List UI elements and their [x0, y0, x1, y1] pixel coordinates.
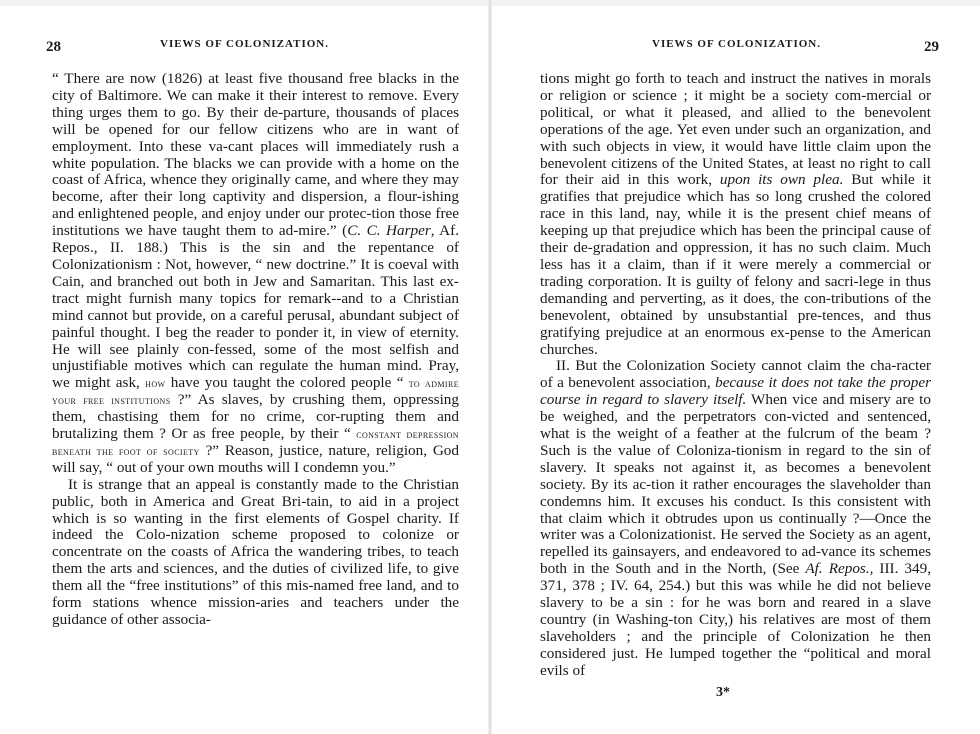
italic-text: Af. Repos. — [805, 560, 870, 578]
small-caps-text: to admire your free institutions — [52, 376, 459, 408]
italic-text: because it does not take the proper course in regard to slavery itself. — [540, 374, 931, 409]
paragraph — [540, 71, 931, 358]
small-caps-text: constant depression beneath the foot of society — [52, 427, 459, 458]
text-run: It is strange that an appeal is constantly made to the Christian public, both in America and Great Bri-tain, to aid in a project which is so wanting in the first elements of Gospel charity. If indeed the Colo-nization scheme proposed to colonize or concentrate on the coasts of Africa the wandering tribes, to teach them the arts and sciences, and the duties of civilized life, to give them all the “free institutions” of this mis-named free land, and to form stations whence mission-aries and teachers under the guidance of other associa- — [52, 475, 459, 628]
paragraph — [52, 477, 459, 629]
text-run: ?” Reason, justice, nature, religion, God will say, “ out of your own mouths will I condemn you.” — [52, 441, 459, 476]
text-run: But while it gratifies that prejudice which has so long crushed the colored race in this land, nay, while it is the present chief means of keeping up that prejudice which has been the principal cause of their de-gradation and oppression, it has no such claim. Much less has it a claim, than if it were merely a commercial or trading corporation. It is guilty of felony and sacri-lege in thus demanding and perverting, as it does, the con-tributions of the benevolent, obtained by unsubstantial pre-tences, and thus gratifying prejudice at an enormous ex-pense to the American churches. — [540, 171, 931, 358]
paragraph — [52, 71, 459, 477]
text-run: II. But the Colonization Society cannot claim the cha-racter of a benevolent association, — [540, 357, 931, 392]
left-body-text — [52, 71, 459, 629]
right-running-head: VIEWS OF COLONIZATION. — [652, 38, 821, 50]
text-run: have you taught the colored people “ — [165, 374, 409, 392]
small-caps-text: how — [145, 376, 166, 391]
text-run: ?” As slaves, by crushing them, oppressing them, chastising them for no crime, cor-rupting them and brutalizing them ? Or as free people, by their “ — [52, 391, 459, 443]
text-run: , Af. Repos., II. 188.) This is the sin and the repentance of Colonizationism : Not, however, “ new doctrine.” It is coeval with Cain, and branched out both in Jew and Samaritan. This last ex-tract might furnish many topics for remark--and to a Christian mind cannot but provide, on a careful perusal, abundant subject of painful thought. I beg the reader to ponder it, in view of eternity. He will see plainly con-fessed, some of the most selfish and unjustifiable motives which can regulate the human mind. Pray, we might ask, — [52, 222, 459, 392]
text-run: , III. 349, 371, 378 ; IV. 64, 254.) but this was while he did not believe slavery to be a sin : for he was born and reared in a slave country (in Washing-ton City,) his relatives are most of them slaveholders ; and the principle of Colonization he then considered just. He lumped together the “political and moral evils of — [540, 560, 931, 679]
left-running-head: VIEWS OF COLONIZATION. — [160, 38, 329, 50]
text-run: When vice and misery are to be weighed, and the perpetrators con-victed and sentenced, what is the weight of a feather at the fulcrum of the beam ? Such is the value of Coloniza-tionism in regard to the sin of slavery. It speaks not against it, as becomes a benevolent society. By its ac-tion it rather encourages the slaveholder than condemns him. It excuses his conduct. Is this consistent with that claim which it obtrudes upon us continually ?—Once the writer was a Colonizationist. He served the Society as an agent, repelled its gainsayers, and endeavored to ad-vance its schemes both in the South and in the North, (See — [540, 391, 931, 578]
paragraph — [540, 358, 931, 679]
left-page-number: 28 — [46, 39, 61, 55]
signature-mark: 3* — [716, 685, 730, 700]
italic-text: upon its own plea. — [719, 171, 844, 189]
text-run: “ There are now (1826) at least five thousand free blacks in the city of Baltimore. We can make it their interest to remove. Every thing urges them to go. By their de-parture, thousands of places will be opened for our fellow citizens who are in want of employment. Into these va-cant places will immediately rush a white population. The blacks we can provide with a home on the coast of Africa, whence they originally came, and where they may become, after their long captivity and dispersion, a flour-ishing and enlightened people, and enjoy under our protec-tion those free institutions we have taught them to ad-mire.” ( — [52, 70, 459, 240]
right-page-number: 29 — [924, 39, 939, 55]
right-body-text — [540, 71, 931, 680]
right-page — [490, 0, 980, 734]
text-run: tions might go forth to teach and instruct the natives in morals or religion or science ; it might be a society com-mercial or political, or what it pleased, and allied to the benevolent operations of the age. Yet even under such an organization, and with such objects in view, it would have little claim upon the benevolent citizens of the United States, at least no right to call for their aid in this work, — [540, 70, 931, 189]
italic-text: C. C. Harper — [347, 222, 431, 240]
